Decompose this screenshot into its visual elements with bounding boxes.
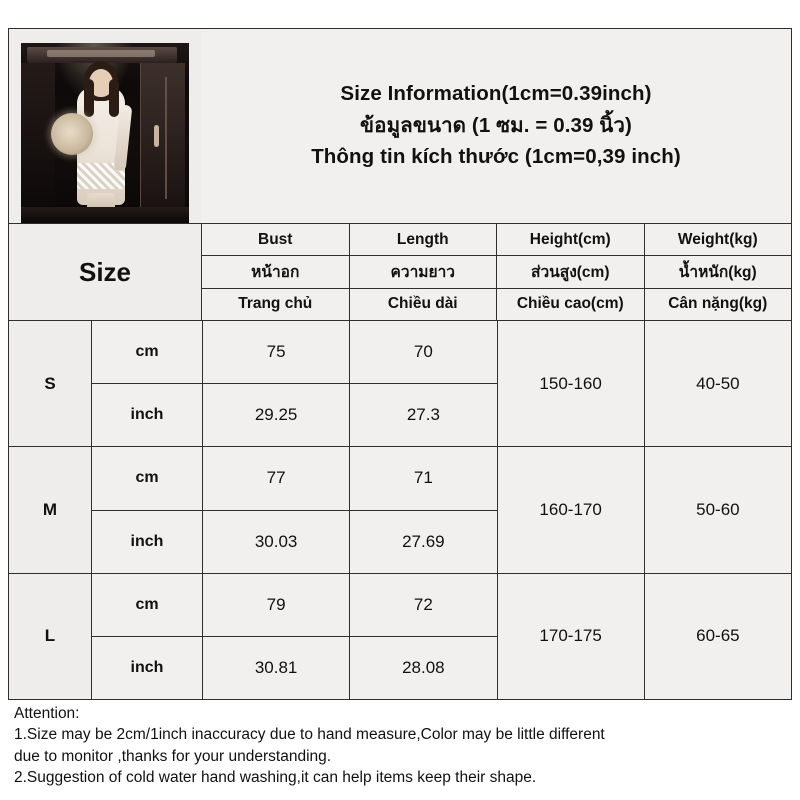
photo-door-seam xyxy=(165,77,167,199)
row-bust-l xyxy=(203,574,350,699)
table-row xyxy=(9,320,791,446)
length-cm-l: 72 xyxy=(350,574,496,637)
row-size-l: L xyxy=(9,574,92,699)
bust-inch-s: 29.25 xyxy=(254,405,298,425)
bust-inch-m: 30.03 xyxy=(254,531,298,551)
row-length-l xyxy=(350,574,497,699)
weight-l: 60-65 xyxy=(696,626,740,646)
photo-floor xyxy=(21,207,189,223)
bust-cm-m: 77 xyxy=(203,447,349,510)
column-header-height xyxy=(497,224,645,320)
column-header-height-vi: Chiều cao(cm) xyxy=(516,295,624,313)
column-header-length-vi: Chiều dài xyxy=(387,295,458,313)
measure-headers xyxy=(202,224,791,320)
table-body xyxy=(9,320,791,699)
length-inch-s: 27.3 xyxy=(406,405,440,425)
weight-m: 50-60 xyxy=(696,499,740,519)
column-header-weight-th: น้ำหนัก(kg) xyxy=(645,256,792,288)
attention-note xyxy=(8,700,792,790)
title-line-th: ข้อมูลขนาด (1 ซม. = 0.39 นิ้ว) xyxy=(360,113,632,137)
column-header-bust-th: หน้าอก xyxy=(202,256,349,288)
row-bust-m xyxy=(203,447,350,572)
height-m: 160-170 xyxy=(498,447,645,572)
unit-inch: inch xyxy=(130,658,164,676)
row-size-s: S xyxy=(9,321,92,446)
height-l: 170-175 xyxy=(498,574,645,699)
column-header-row xyxy=(9,223,791,320)
table-row xyxy=(9,446,791,572)
photo-model-hair-right xyxy=(109,79,119,117)
row-units-m xyxy=(92,447,203,572)
column-header-length xyxy=(350,224,498,320)
unit-cm: cm xyxy=(92,321,202,384)
chart-title-block xyxy=(201,29,791,223)
row-units-l xyxy=(92,574,203,699)
attention-line-3: 2.Suggestion of cold water hand washing,it can help items keep their shape. xyxy=(14,769,537,787)
unit-inch: inch xyxy=(130,406,164,424)
photo-left-panel xyxy=(21,63,55,217)
column-header-bust-en: Bust xyxy=(202,224,349,256)
product-photo xyxy=(21,43,189,223)
row-length-s xyxy=(350,321,497,446)
size-chart-table xyxy=(8,28,792,700)
bust-cm-s: 75 xyxy=(203,321,349,384)
length-inch-l: 28.08 xyxy=(402,657,445,677)
length-cm-s: 70 xyxy=(350,321,496,384)
row-bust-s xyxy=(203,321,350,446)
bust-inch-l: 30.81 xyxy=(254,657,298,677)
row-length-m xyxy=(350,447,497,572)
unit-cm: cm xyxy=(92,447,202,510)
size-header-label: Size xyxy=(9,224,202,320)
photo-right-door xyxy=(140,63,185,217)
column-header-bust-vi: Trang chủ xyxy=(238,295,313,313)
table-row xyxy=(9,573,791,699)
product-photo-cell xyxy=(9,29,201,223)
column-header-length-th: ความยาว xyxy=(350,256,497,288)
attention-line-2: due to monitor ,thanks for your understanding. xyxy=(14,747,332,765)
column-header-weight-en: Weight(kg) xyxy=(645,224,792,256)
column-header-bust xyxy=(202,224,350,320)
photo-door-handle xyxy=(154,125,159,147)
attention-line-1: 1.Size may be 2cm/1inch inaccuracy due to hand measure,Color may be little different xyxy=(14,726,605,744)
photo-model-hair-left xyxy=(84,79,94,117)
unit-cm: cm xyxy=(92,574,202,637)
column-header-height-en: Height(cm) xyxy=(497,224,644,256)
row-size-m: M xyxy=(9,447,92,572)
column-header-weight xyxy=(645,224,792,320)
length-inch-m: 27.69 xyxy=(402,531,445,551)
title-line-en: Size Information(1cm=0.39inch) xyxy=(340,82,652,106)
weight-s: 40-50 xyxy=(696,373,740,393)
row-units-s xyxy=(92,321,203,446)
attention-heading: Attention: xyxy=(14,705,80,722)
photo-fur-bag xyxy=(51,113,93,155)
unit-inch: inch xyxy=(130,532,164,550)
length-cm-m: 71 xyxy=(350,447,496,510)
height-s: 150-160 xyxy=(498,321,645,446)
column-header-weight-vi: Cân nặng(kg) xyxy=(668,295,768,313)
bust-cm-l: 79 xyxy=(203,574,349,637)
photo-ceiling-light xyxy=(47,50,155,57)
title-line-vi: Thông tin kích thước (1cm=0,39 inch) xyxy=(311,145,681,169)
column-header-length-en: Length xyxy=(350,224,497,256)
chart-header xyxy=(9,29,791,223)
column-header-height-th: ส่วนสูง(cm) xyxy=(497,256,644,288)
